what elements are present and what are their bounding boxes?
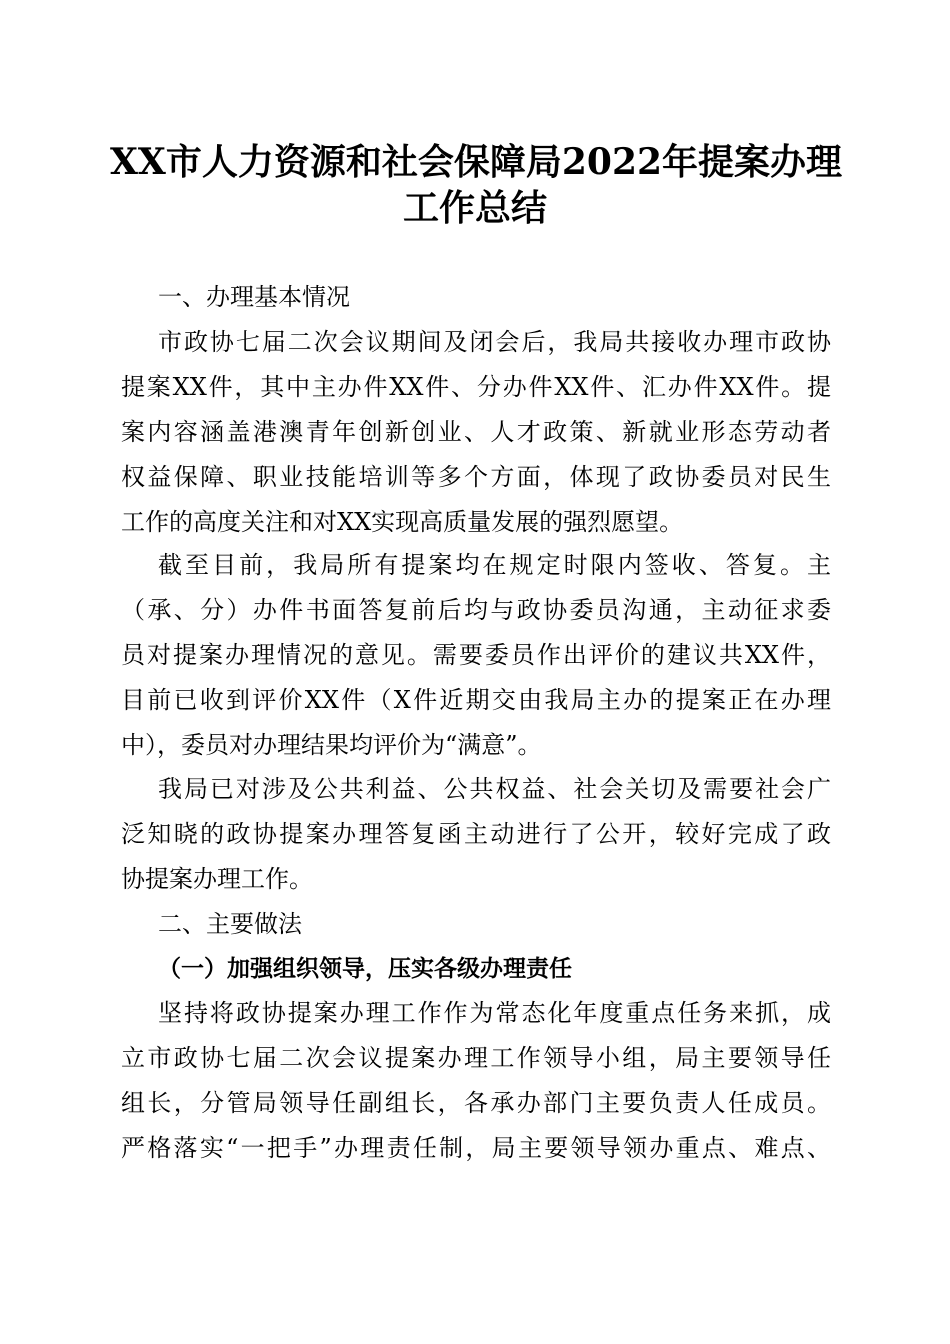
paragraph-line: 案内容涵盖港澳青年创新创业、人才政策、新就业形态劳动者 — [121, 418, 831, 446]
document-title-line-1: XX市人力资源和社会保障局2022年提案办理 — [110, 141, 843, 183]
document-title-line-2: 工作总结 — [402, 187, 547, 229]
paragraph-line: 截至目前，我局所有提案均在规定时限内签收、答复。主 — [158, 551, 831, 579]
section-heading-basic-situation: 一、办理基本情况 — [158, 283, 350, 311]
paragraph-line: 市政协七届二次会议期间及闭会后，我局共接收办理市政协 — [158, 328, 831, 356]
paragraph-line: 严格落实“一把手”办理责任制，局主要领导领办重点、难点、 — [121, 1134, 831, 1162]
paragraph-line: 泛知晓的政协提案办理答复函主动进行了公开，较好完成了政 — [121, 820, 831, 848]
paragraph-line: 我局已对涉及公共利益、公共权益、社会关切及需要社会广 — [158, 775, 831, 803]
paragraph-line: 目前已收到评价XX件（X件近期交由我局主办的提案正在办理 — [121, 686, 831, 714]
section-heading-main-practices: 二、主要做法 — [158, 910, 302, 938]
paragraph-line: 工作的高度关注和对XX实现高质量发展的强烈愿望。 — [121, 508, 684, 536]
paragraph-line: 权益保障、职业技能培训等多个方面，体现了政协委员对民生 — [121, 463, 831, 491]
paragraph-line: （承、分）办件书面答复前后均与政协委员沟通，主动征求委 — [121, 596, 831, 624]
paragraph-line: 中），委员对办理结果均评价为“满意”。 — [121, 731, 542, 759]
paragraph-line: 协提案办理工作。 — [121, 865, 313, 893]
paragraph-line: 员对提案办理情况的意见。需要委员作出评价的建议共XX件， — [121, 641, 831, 669]
subsection-heading-organization: （一）加强组织领导，压实各级办理责任 — [158, 955, 572, 982]
paragraph-line: 坚持将政协提案办理工作作为常态化年度重点任务来抓，成 — [158, 999, 831, 1027]
paragraph-line: 提案XX件，其中主办件XX件、分办件XX件、汇办件XX件。提 — [121, 373, 831, 401]
paragraph-line: 立市政协七届二次会议提案办理工作领导小组，局主要领导任 — [121, 1044, 831, 1072]
paragraph-line: 组长，分管局领导任副组长，各承办部门主要负责人任成员。 — [121, 1089, 831, 1117]
